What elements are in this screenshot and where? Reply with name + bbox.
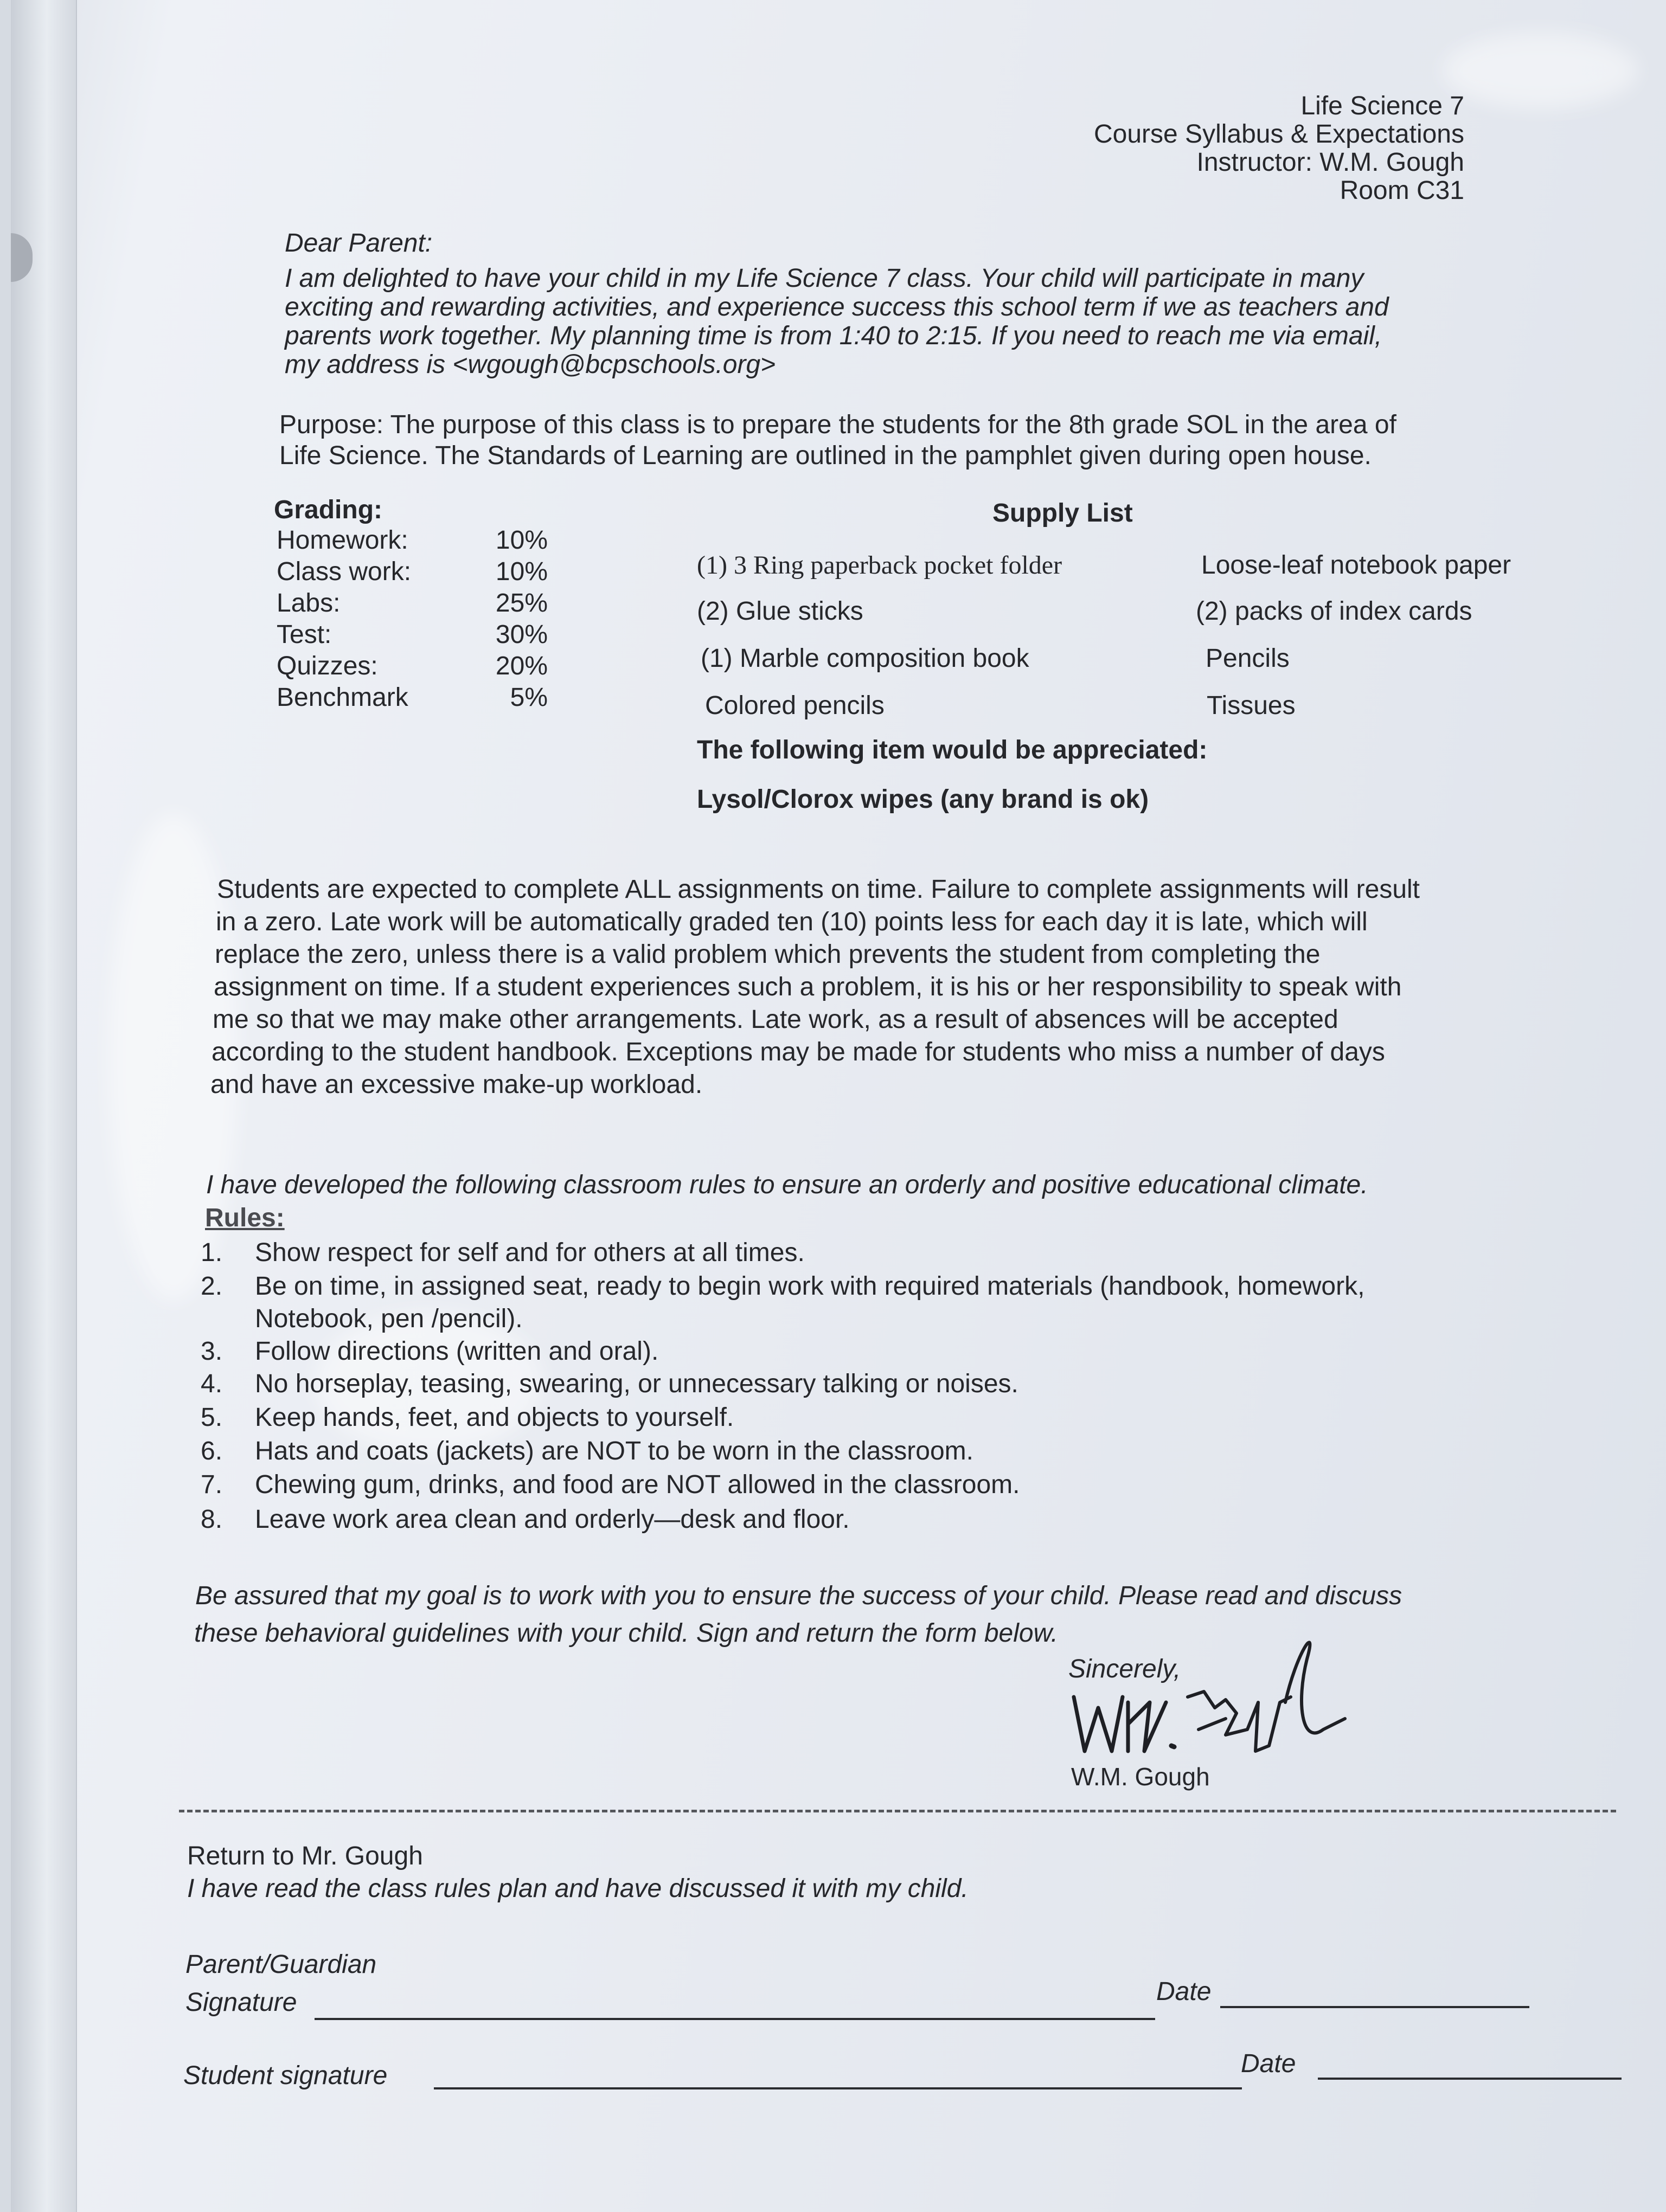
binder-sheet-protector-edge [11,0,77,2212]
grading-category: Benchmark [277,683,408,712]
rule-number: 6. [201,1437,223,1465]
late-work-line: Students are expected to complete ALL assignments on time. Failure to complete assignments will result [217,875,1420,904]
parent-signature-label: Signature [185,1988,297,2017]
parent-date-field[interactable] [1220,2006,1529,2008]
rule-number: 1. [201,1238,223,1267]
supply-item: (2) packs of index cards [1196,597,1472,626]
supply-item: Tissues [1207,691,1296,720]
grading-percent: 10% [495,526,548,555]
supply-item: Colored pencils [705,691,885,720]
grading-percent: 30% [495,620,548,649]
intro-line: my address is <wgough@bcpschools.org> [285,350,776,379]
course-title: Life Science 7 [1300,92,1464,120]
supply-item: (2) Glue sticks [697,597,863,626]
closing-line: Be assured that my goal is to work with you to ensure the success of your child. Please read and discuss [195,1581,1402,1610]
rule-text: Follow directions (written and oral). [255,1337,659,1366]
late-work-line: replace the zero, unless there is a valid problem which prevents the student from completing the [215,940,1321,969]
rule-number: 3. [201,1337,223,1366]
rule-number: 5. [201,1403,223,1432]
late-work-line: assignment on time. If a student experiences such a problem, it is his or her responsibility to speak with [214,973,1402,1001]
rules-list [201,1237,1556,1552]
return-statement: I have read the class rules plan and have discussed it with my child. [187,1874,969,1903]
supply-item: (1) 3 Ring paperback pocket folder [697,551,1062,580]
rule-number: 2. [201,1272,223,1301]
rule-text: Chewing gum, drinks, and food are NOT allowed in the classroom. [255,1470,1020,1499]
grading-category: Test: [277,620,332,649]
supply-item: Loose-leaf notebook paper [1201,551,1511,580]
intro-line: exciting and rewarding activities, and experience success this school term if we as teachers and [285,293,1389,321]
cut-line-divider [179,1810,1616,1812]
parent-date-label: Date [1156,1977,1212,2006]
rule-text: Show respect for self and for others at all times. [255,1238,805,1267]
binder-ring-icon [11,233,33,282]
appreciated-item: Lysol/Clorox wipes (any brand is ok) [697,785,1149,814]
rule-text: Be on time, in assigned seat, ready to begin work with required materials (handbook, homework, [255,1272,1365,1301]
document-title: Course Syllabus & Expectations [1093,120,1464,149]
grading-table [277,525,559,720]
light-glare [1443,33,1638,108]
room-number: Room C31 [1340,176,1464,205]
grading-percent: 20% [495,652,548,680]
grading-heading: Grading: [274,496,382,524]
grading-category: Class work: [277,557,412,586]
purpose-line: Life Science. The Standards of Learning are outlined in the pamphlet given during open house. [279,441,1372,470]
parent-signature-field[interactable] [315,2018,1155,2020]
student-date-field[interactable] [1318,2078,1622,2080]
student-signature-label: Student signature [183,2061,388,2090]
rule-text: Notebook, pen /pencil). [255,1304,523,1333]
rule-text: Keep hands, feet, and objects to yourself. [255,1403,734,1432]
intro-line: I am delighted to have your child in my Life Science 7 class. Your child will participate in many [285,264,1364,293]
rule-number: 4. [201,1369,223,1398]
rule-number: 8. [201,1505,223,1534]
rules-heading: Rules: [205,1204,285,1232]
rules-intro: I have developed the following classroom rules to ensure an orderly and positive educational climate. [206,1171,1368,1199]
supply-list-heading: Supply List [992,499,1133,528]
rule-text: Hats and coats (jackets) are NOT to be worn in the classroom. [255,1437,973,1465]
grading-category: Labs: [277,589,341,618]
syllabus-header [868,92,1464,205]
closing-line: these behavioral guidelines with your child. Sign and return the form below. [194,1619,1058,1648]
rule-text: No horseplay, teasing, swearing, or unnecessary talking or noises. [255,1369,1018,1398]
grading-percent: 5% [510,683,548,712]
late-work-line: and have an excessive make-up workload. [210,1070,703,1099]
purpose-line: Purpose: The purpose of this class is to prepare the students for the 8th grade SOL in the area of [279,410,1396,439]
appreciated-heading: The following item would be appreciated: [697,736,1208,764]
rule-text: Leave work area clean and orderly—desk and floor. [255,1505,850,1534]
supply-item: (1) Marble composition book [701,644,1029,673]
sincerely: Sincerely, [1068,1655,1181,1683]
grading-category: Quizzes: [277,652,378,680]
grading-category: Homework: [277,526,408,555]
rule-number: 7. [201,1470,223,1499]
intro-line: parents work together. My planning time is from 1:40 to 2:15. If you need to reach me via email, [285,321,1382,350]
printed-name: W.M. Gough [1071,1763,1210,1791]
supply-item: Pencils [1206,644,1290,673]
late-work-line: me so that we may make other arrangements. Late work, as a result of absences will be accepted [213,1005,1338,1034]
grading-percent: 25% [495,589,548,618]
return-to: Return to Mr. Gough [187,1842,423,1870]
student-date-label: Date [1241,2049,1296,2078]
student-signature-field[interactable] [434,2087,1242,2089]
grading-percent: 10% [495,557,548,586]
salutation: Dear Parent: [285,229,433,258]
syllabus-page [11,0,1666,2212]
late-work-line: according to the student handbook. Exceptions may be made for students who miss a number of days [212,1038,1385,1066]
instructor-name: Instructor: W.M. Gough [1196,148,1464,177]
parent-guardian-label: Parent/Guardian [185,1950,377,1979]
late-work-line: in a zero. Late work will be automatically graded ten (10) points less for each day it is late, which will [216,908,1368,936]
